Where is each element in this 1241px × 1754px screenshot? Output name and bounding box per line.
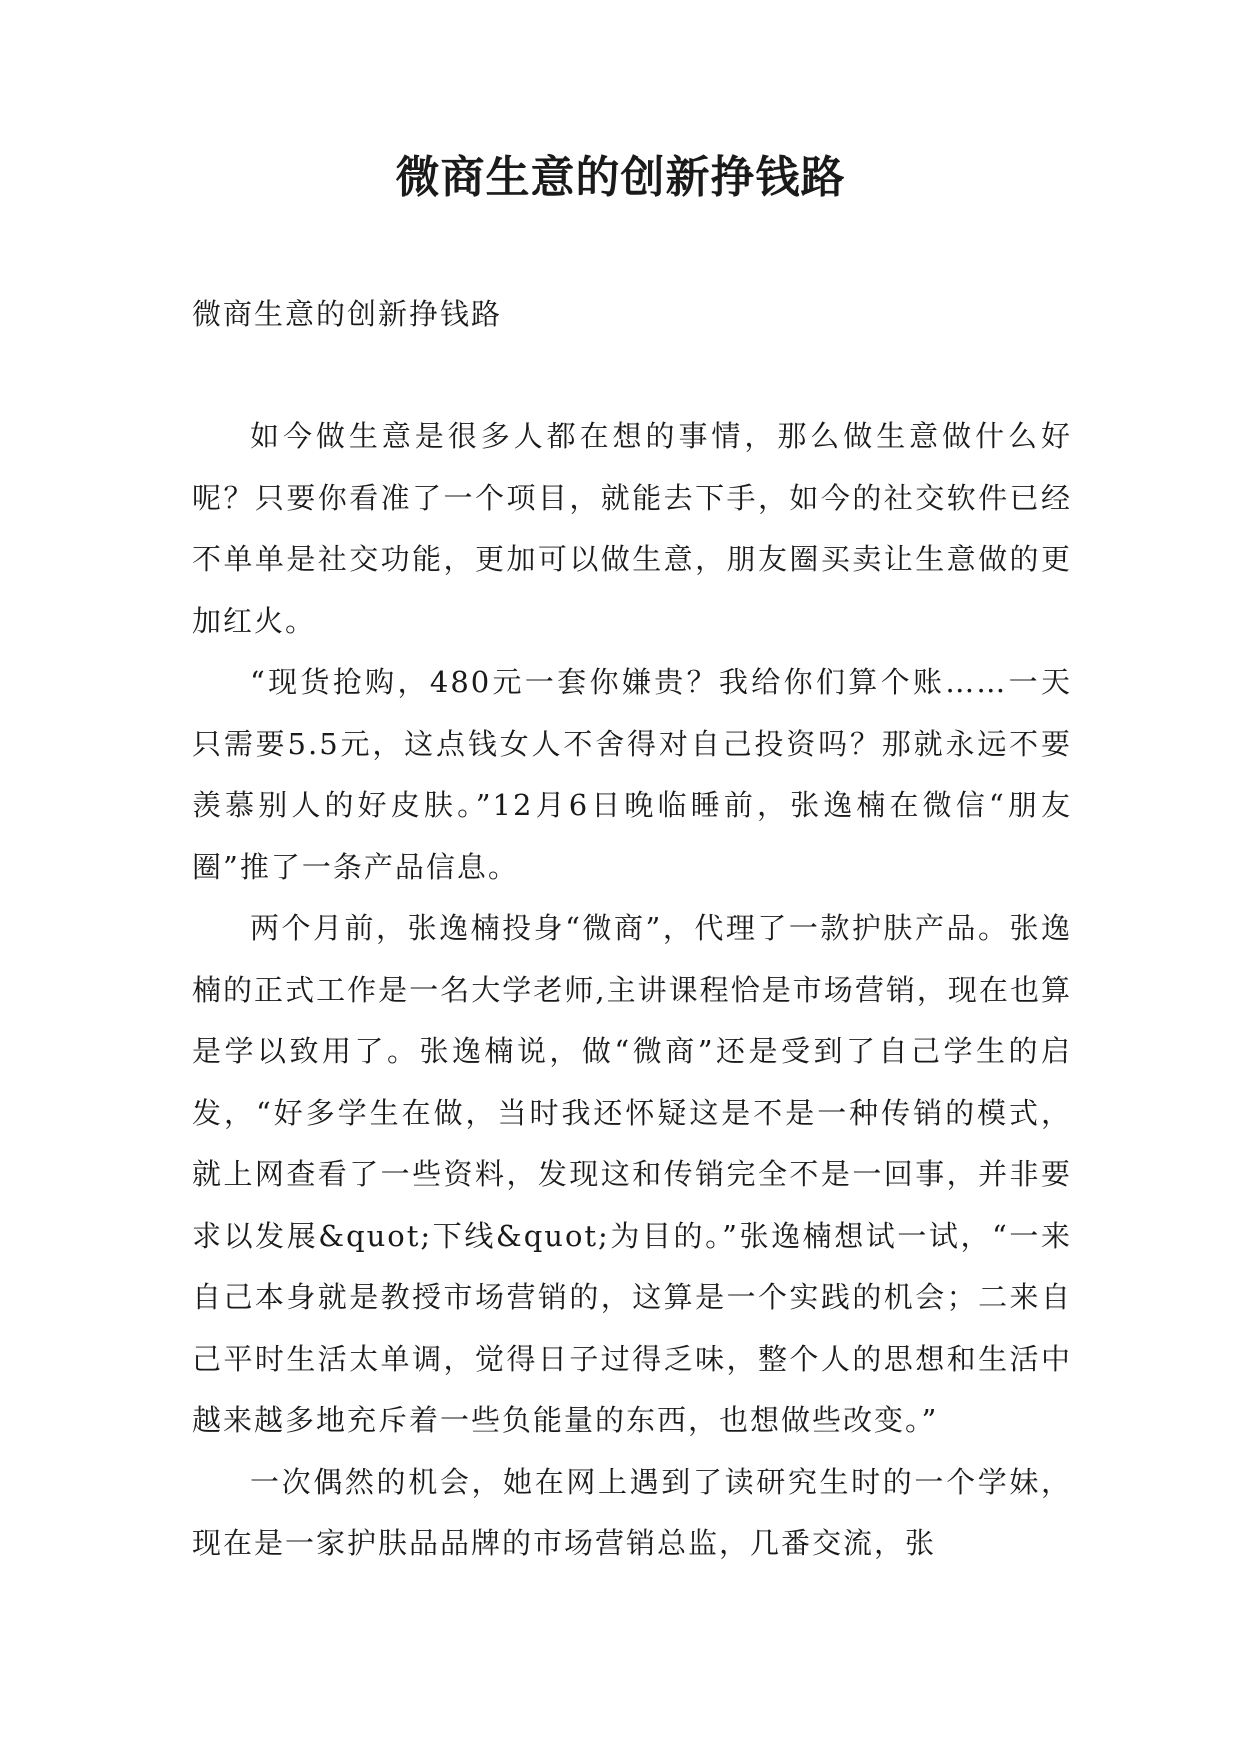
document-title: 微商生意的创新挣钱路 bbox=[395, 152, 846, 203]
paragraph: 如今做生意是很多人都在想的事情，那么做生意做什么好呢？只要你看准了一个项目，就能去下手，如今的社交软件已经不单单是社交功能，更加可以做生意，朋友圈买卖让生意做的更加红火。 bbox=[192, 419, 1072, 638]
paragraph: “现货抢购，480元一套你嫌贵？我给你们算个账……一天只需要5.5元，这点钱女人不舍得对自己投资吗？那就永远不要羡慕别人的好皮肤。”12月6日晚临睡前，张逸楠在微信“朋友圈”推了一条产品信息。 bbox=[192, 665, 1072, 884]
paragraph: 两个月前，张逸楠投身“微商”，代理了一款护肤产品。张逸楠的正式工作是一名大学老师,主讲课程恰是市场营销，现在也算是学以致用了。张逸楠说，做“微商”还是受到了自己学生的启发，“好多学生在做，当时我还怀疑这是不是一种传销的模式，就上网查看了一些资料，发现这和传销完全不是一回事，并非要求以发展&quot;下线&quot;为目的。”张逸楠想试一试，“一来自己本身就是教授市场营销的，这算是一个实践的机会；二来自己平时生活太单调，觉得日子过得乏味，整个人的思想和生活中越来越多地充斥着一些负能量的东西，也想做些改变。” bbox=[192, 911, 1072, 1437]
document-subtitle: 微商生意的创新挣钱路 bbox=[192, 297, 503, 331]
document-body bbox=[192, 406, 1072, 1575]
paragraph: 一次偶然的机会，她在网上遇到了读研究生时的一个学妹，现在是一家护肤品品牌的市场营销总监，几番交流，张 bbox=[192, 1464, 1072, 1560]
